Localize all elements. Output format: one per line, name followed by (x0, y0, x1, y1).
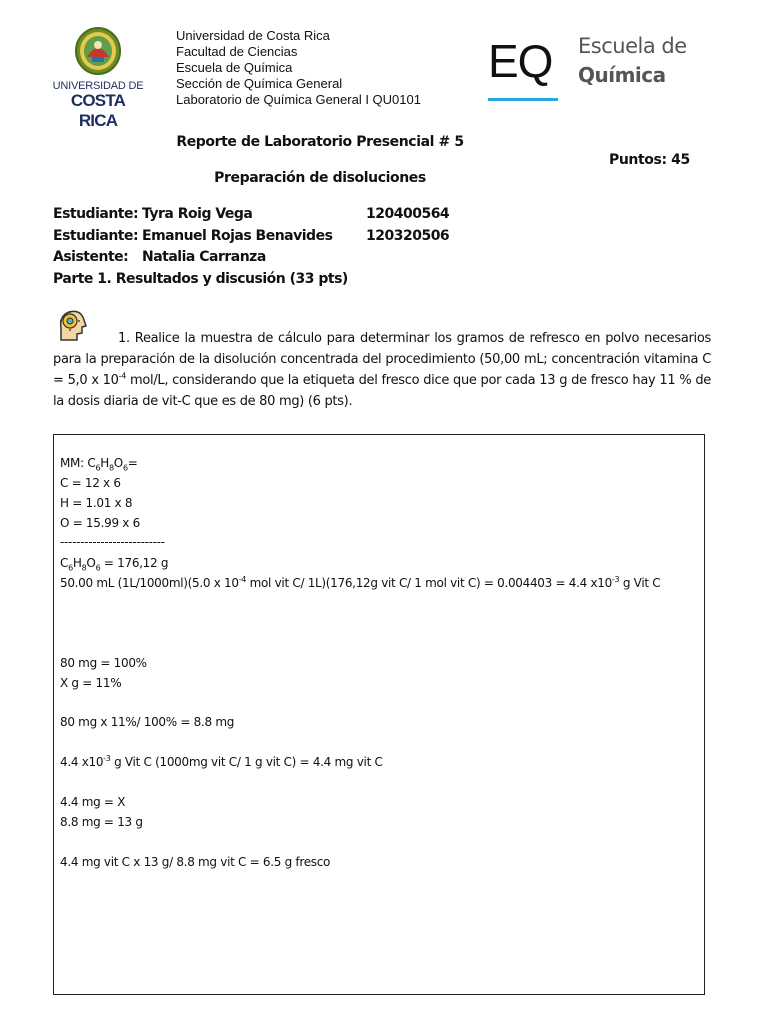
calc1-part-c: g Vit C (619, 576, 661, 590)
formula-element: C (87, 456, 96, 470)
report-title: Reporte de Laboratorio Presencial # 5 (176, 134, 464, 150)
answer-line-44x: 4.4 mg = X (60, 795, 126, 809)
answer-line-h: H = 1.01 x 8 (60, 496, 133, 510)
answer-line-88: 8.8 mg = 13 g (60, 815, 143, 829)
answer-line-conversion (60, 755, 383, 769)
institution-line: Sección de Química General (176, 76, 343, 91)
formula-subscript: 6 (122, 463, 128, 473)
calc1-part-a: 50.00 mL (1L/1000ml)(5.0 x 10 (60, 576, 239, 590)
ucr-logo-line1: UNIVERSIDAD DE (52, 80, 144, 92)
question-text-part-2: mol/L, considerando que la etiqueta del fresco dice que por cada 13 g de fresco hay 11 % de la dosis diaria de vit-C que es de 80 mg) (6 pts). (53, 373, 711, 409)
formula-element: C (60, 556, 69, 570)
answer-line-o: O = 15.99 x 6 (60, 516, 140, 530)
formula-subscript: 6 (68, 563, 73, 573)
eq-logo (486, 30, 696, 106)
eq-logo-line2: Química (578, 63, 666, 87)
formula-element: H (100, 456, 109, 470)
conversion-exponent: -3 (103, 754, 111, 763)
answer-line-molar-mass (60, 556, 169, 573)
question-exponent: -4 (118, 371, 127, 381)
formula-element: O (113, 456, 123, 470)
answer-line-mm (60, 456, 138, 473)
eq-logo-line1: Escuela de (578, 34, 687, 58)
part-title: Parte 1. Resultados y discusión (33 pts) (53, 271, 348, 287)
formula-subscript: 6 (95, 563, 101, 573)
question-text (53, 328, 711, 412)
formula-element: O (86, 556, 96, 570)
formula-subscript: 8 (109, 463, 114, 473)
answer-line-xg: X g = 11% (60, 676, 122, 690)
student-1-role: Estudiante: (53, 206, 139, 222)
answer-line-c: C = 12 x 6 (60, 476, 121, 490)
answer-line-percent: 80 mg x 11%/ 100% = 8.8 mg (60, 715, 235, 729)
eq-logo-underline (488, 98, 558, 101)
institution-line: Universidad de Costa Rica (176, 28, 330, 43)
ucr-logo (52, 27, 144, 130)
question-text-part-1: 1. Realice la muestra de cálculo para determinar los gramos de refresco en polvo necesarios para la preparación de la disolución concentrada del procedimiento (50,00 mL; concentración vitamina C = 5,0 x 10 (53, 331, 711, 388)
formula-subscript: 6 (95, 463, 101, 473)
student-2-role: Estudiante: (53, 228, 139, 244)
student-2-id: 120320506 (366, 228, 450, 244)
mm-prefix: MM: (60, 456, 88, 470)
report-subtitle: Preparación de disoluciones (214, 170, 426, 186)
institution-line: Facultad de Ciencias (176, 44, 298, 59)
calc1-exponent-1: -4 (238, 575, 247, 584)
mm-suffix: = (127, 456, 138, 470)
answer-line-80mg: 80 mg = 100% (60, 656, 147, 670)
formula-element: H (72, 556, 82, 570)
conversion-part-b: g Vit C (1000mg vit C/ 1 g vit C) = 4.4 mg vit C (110, 755, 383, 769)
eq-logo-mark: EQ (488, 35, 553, 87)
answer-line-final: 4.4 mg vit C x 13 g/ 8.8 mg vit C = 6.5 g fresco (60, 855, 331, 869)
calc1-exponent-2: -3 (611, 575, 620, 584)
points-label: Puntos: 45 (609, 152, 690, 168)
answer-line-calc1 (60, 576, 660, 590)
institution-block (176, 28, 421, 108)
assistant-role: Asistente: (53, 249, 129, 265)
calc1-part-b: mol vit C/ 1L)(176,12g vit C/ 1 mol vit C) = 0.004403 = 4.4 x10 (246, 576, 612, 590)
assistant-name: Natalia Carranza (142, 249, 266, 265)
formula-subscript: 8 (81, 563, 87, 573)
student-2-name: Emanuel Rojas Benavides (142, 228, 333, 244)
institution-line: Escuela de Química (176, 60, 293, 75)
answer-separator: -------------------------- (60, 535, 165, 549)
molar-mass-value: = 176,12 g (100, 556, 169, 570)
ucr-logo-line2: COSTA RICA (70, 91, 126, 130)
student-1-name: Tyra Roig Vega (142, 206, 253, 222)
conversion-part-a: 4.4 x10 (60, 755, 104, 769)
student-1-id: 120400564 (366, 206, 450, 222)
institution-line: Laboratorio de Química General I QU0101 (176, 92, 421, 107)
